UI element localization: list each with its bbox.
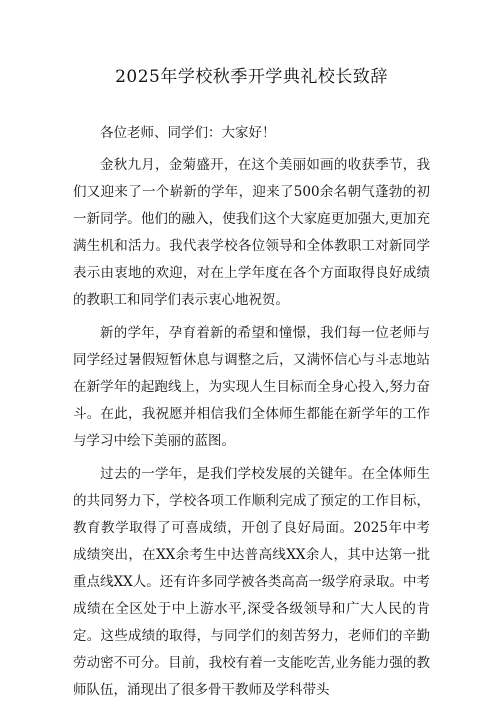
- paragraph: 新的学年，孕育着新的希望和憧憬，我们每一位老师与同学经过暑假短暂休息与调整之后，又满怀信心与斗志地站在新学年的起跑线上，为实现人生目标而全身心投入,努力奋斗。在此，我祝愿并相信我们全体师生都能在新学年的工作与学习中绘下美丽的蓝图。: [73, 325, 430, 449]
- document-title: 2025年学校秋季开学典礼校长致辞: [115, 67, 388, 87]
- paragraph: 过去的一学年，是我们学校发展的关键年。在全体师生的共同努力下，学校各项工作顺利完成了预定的工作目标，教育教学取得了可喜成绩，开创了良好局面。2025年中考成绩突出，在XX余考生中达普高线XX余人，其中达第一批重点线XX人。还有许多同学被各类高高一级学府录取。中考成绩在全区处于中上游水平,深受各级领导和广大人民的肯定。这些成绩的取得，与同学们的刻苦努力，老师们的辛勤劳动密不可分。目前，我校有着一支能吃苦,业务能力强的教师队伍，涌现出了很多骨干教师及学科带头: [73, 466, 430, 698]
- salutation: 各位老师、同学们：大家好！: [100, 125, 276, 141]
- paragraph: 金秋九月，金菊盛开，在这个美丽如画的收获季节，我们又迎来了一个崭新的学年，迎来了500余名朝气蓬勃的初一新同学。他们的融入，使我们这个大家庭更加强大,更加充满生机和活力。我代表学校各位领导和全体教职工对新同学表示由衷地的欢迎，对在上学年度在各个方面取得良好成绩的教职工和同学们表示衷心地祝贺。: [73, 157, 430, 308]
